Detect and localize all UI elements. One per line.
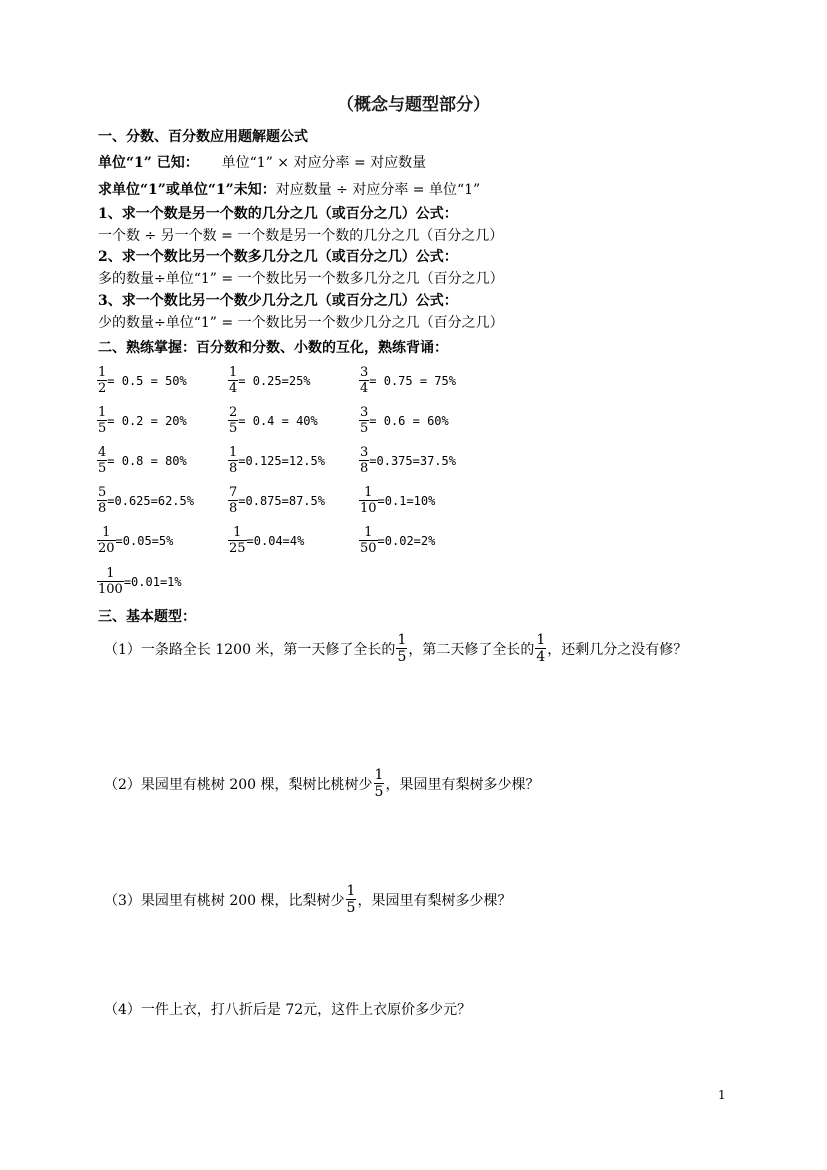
section-2-heading: 二、熟练掌握：百分数和分数、小数的互化，熟练背诵： bbox=[98, 340, 448, 356]
fraction: $\frac{1}{4}$ bbox=[536, 632, 546, 665]
question-1: （1）一条路全长 1200 米，第一天修了全长的 $\frac{1}{5}$ ，第二天修了全长的 $\frac{1}{4}$ ，还剩几分之没有修？ bbox=[104, 632, 688, 665]
unknown-unit-label: 求单位“1”或单位“1”未知： bbox=[98, 182, 276, 198]
question-3: （3）果园里有桃树 200 棵，比梨树少 $\frac{1}{5}$ ，果园里有梨树多少棵？ bbox=[104, 883, 512, 916]
conversion-item: $\frac{3}{8}$ =0.375=37.5% bbox=[360, 445, 456, 476]
conversion-item: $\frac{1}{10}$ =0.1=10% bbox=[360, 485, 436, 516]
conversion-item: $\frac{7}{8}$ =0.875=87.5% bbox=[229, 485, 325, 516]
formula-1-text: 一个数 ÷ 另一个数 = 一个数是另一个数的几分之几（百分之几） bbox=[98, 228, 504, 244]
formula-2-heading: 2、求一个数比另一个数多几分之几（或百分之几）公式： bbox=[98, 249, 458, 265]
conversion-item: $\frac{1}{2}$ = 0.5 = 50% bbox=[98, 365, 187, 396]
formula-1-heading: 1、求一个数是另一个数的几分之几（或百分之几）公式： bbox=[98, 206, 458, 222]
formula-2-text: 多的数量÷单位“1” = 一个数比另一个数多几分之几（百分之几） bbox=[98, 271, 504, 287]
formula-3-text: 少的数量÷单位“1” = 一个数比另一个数少几分之几（百分之几） bbox=[98, 315, 504, 331]
unknown-unit-formula: 对应数量 ÷ 对应分率 = 单位“1” bbox=[275, 182, 481, 198]
formula-3-heading: 3、求一个数比另一个数少几分之几（或百分之几）公式： bbox=[98, 293, 458, 309]
question-4: （4）一件上衣，打八折后是 72元，这件上衣原价多少元？ bbox=[104, 1002, 472, 1018]
known-unit-line bbox=[98, 153, 426, 173]
conversion-item: $\frac{2}{5}$ = 0.4 = 40% bbox=[229, 405, 318, 436]
conversion-item: $\frac{1}{8}$ =0.125=12.5% bbox=[229, 445, 325, 476]
known-unit-formula: 单位“1” × 对应分率 = 对应数量 bbox=[221, 155, 427, 171]
conversion-item: $\frac{1}{50}$ =0.02=2% bbox=[360, 525, 436, 556]
conversion-item: $\frac{3}{5}$ = 0.6 = 60% bbox=[360, 405, 449, 436]
page-title: （概念与题型部分） bbox=[337, 95, 490, 115]
conversion-item: $\frac{5}{8}$ =0.625=62.5% bbox=[98, 485, 194, 516]
known-unit-label: 单位“1” 已知： bbox=[98, 155, 199, 171]
fraction: $\frac{1}{5}$ bbox=[346, 883, 356, 916]
fraction: $\frac{1}{5}$ bbox=[374, 767, 384, 800]
conversion-item: $\frac{1}{20}$ =0.05=5% bbox=[98, 525, 174, 556]
conversion-item: $\frac{3}{4}$ = 0.75 = 75% bbox=[360, 365, 456, 396]
fraction: $\frac{1}{5}$ bbox=[397, 632, 407, 665]
conversion-item: $\frac{1}{25}$ =0.04=4% bbox=[229, 525, 305, 556]
section-3-heading: 三、基本题型： bbox=[98, 609, 196, 625]
conversion-item: $\frac{1}{4}$ = 0.25=25% bbox=[229, 365, 311, 396]
conversion-item: $\frac{1}{100}$ =0.01=1% bbox=[98, 566, 182, 597]
conversion-item: $\frac{1}{5}$ = 0.2 = 20% bbox=[98, 405, 187, 436]
section-1-heading: 一、分数、百分数应用题解题公式 bbox=[98, 129, 308, 145]
unknown-unit-line bbox=[98, 180, 480, 200]
conversion-item: $\frac{4}{5}$ = 0.8 = 80% bbox=[98, 445, 187, 476]
page-number: 1 bbox=[718, 1088, 726, 1102]
question-2: （2）果园里有桃树 200 棵，梨树比桃树少 $\frac{1}{5}$ ，果园里有梨树多少棵？ bbox=[104, 767, 540, 800]
